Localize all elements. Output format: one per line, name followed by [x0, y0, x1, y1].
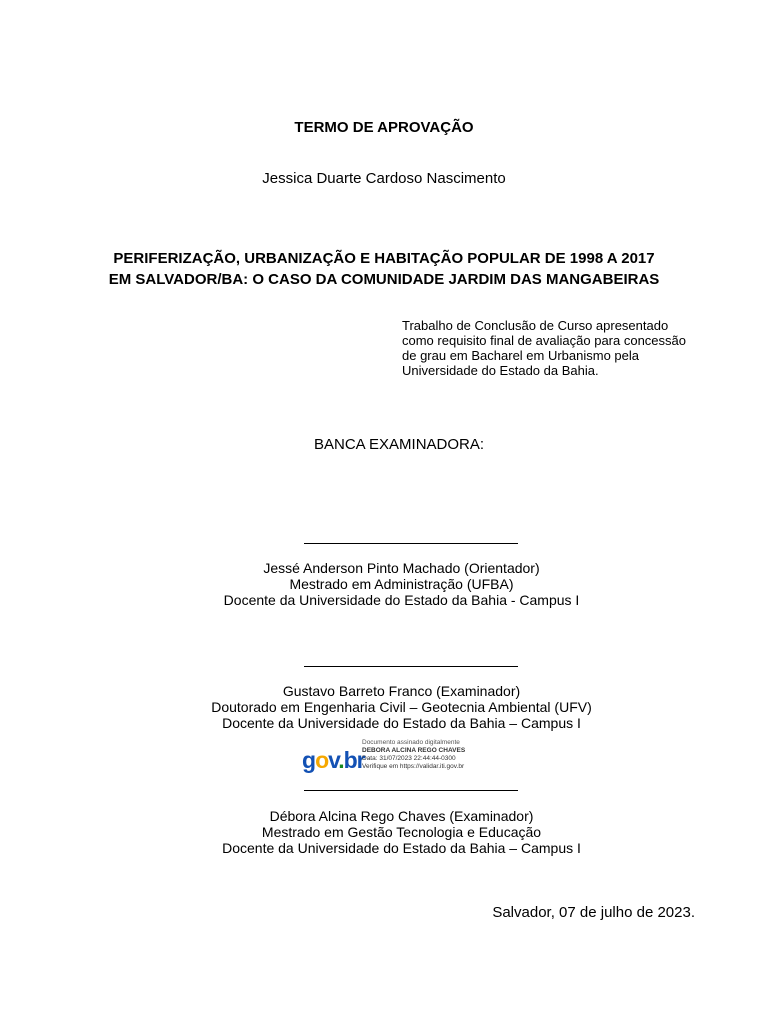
signer-name: DEBORA ALCINA REGO CHAVES	[362, 747, 466, 754]
purpose-statement	[402, 318, 702, 378]
purpose-line-1: Trabalho de Conclusão de Curso apresentado	[402, 318, 669, 333]
page-title: TERMO DE APROVAÇÃO	[294, 119, 474, 136]
member-affiliation: Docente da Universidade do Estado da Bahia – Campus I	[222, 715, 581, 731]
member-affiliation: Docente da Universidade do Estado da Bahia – Campus I	[222, 840, 581, 856]
member-degree: Doutorado em Engenharia Civil – Geotecnia Ambiental (UFV)	[211, 699, 592, 715]
member-name: Débora Alcina Rego Chaves (Examinador)	[269, 808, 534, 824]
member-block-3	[0, 808, 768, 856]
member-block-1	[0, 560, 768, 608]
work-title-line-1: PERIFERIZAÇÃO, URBANIZAÇÃO E HABITAÇÃO POPULAR DE 1998 A 2017	[113, 250, 655, 267]
date-line: Salvador, 07 de julho de 2023.	[492, 904, 695, 921]
purpose-line-3: de grau em Bacharel em Urbanismo pela	[402, 348, 640, 363]
signature-line-3	[304, 790, 518, 791]
signature-header: Documento assinado digitalmente	[362, 739, 460, 746]
member-degree: Mestrado em Administração (UFBA)	[289, 576, 514, 592]
govbr-signature-stamp	[302, 739, 502, 781]
govbr-logo: gov.br	[302, 747, 365, 773]
banca-label: BANCA EXAMINADORA:	[314, 436, 485, 453]
work-title	[0, 248, 768, 290]
signature-info	[362, 739, 465, 771]
member-block-2	[0, 683, 768, 731]
member-name: Gustavo Barreto Franco (Examinador)	[282, 683, 521, 699]
member-affiliation: Docente da Universidade do Estado da Bahia - Campus I	[223, 592, 580, 608]
signature-date: Data: 31/07/2023 22:44:44-0300	[362, 755, 456, 762]
work-title-line-2: EM SALVADOR/BA: O CASO DA COMUNIDADE JARDIM DAS MANGABEIRAS	[108, 271, 660, 288]
signature-line-2	[304, 666, 518, 667]
signature-line-1	[304, 543, 518, 544]
member-degree: Mestrado em Gestão Tecnologia e Educação	[261, 824, 542, 840]
signature-verify-link[interactable]: Verifique em https://validar.iti.gov.br	[362, 763, 465, 770]
purpose-line-4: Universidade do Estado da Bahia.	[402, 363, 599, 378]
purpose-line-2: como requisito final de avaliação para concessão	[402, 333, 687, 348]
member-name: Jessé Anderson Pinto Machado (Orientador)	[263, 560, 540, 576]
author-name: Jessica Duarte Cardoso Nascimento	[262, 170, 506, 187]
